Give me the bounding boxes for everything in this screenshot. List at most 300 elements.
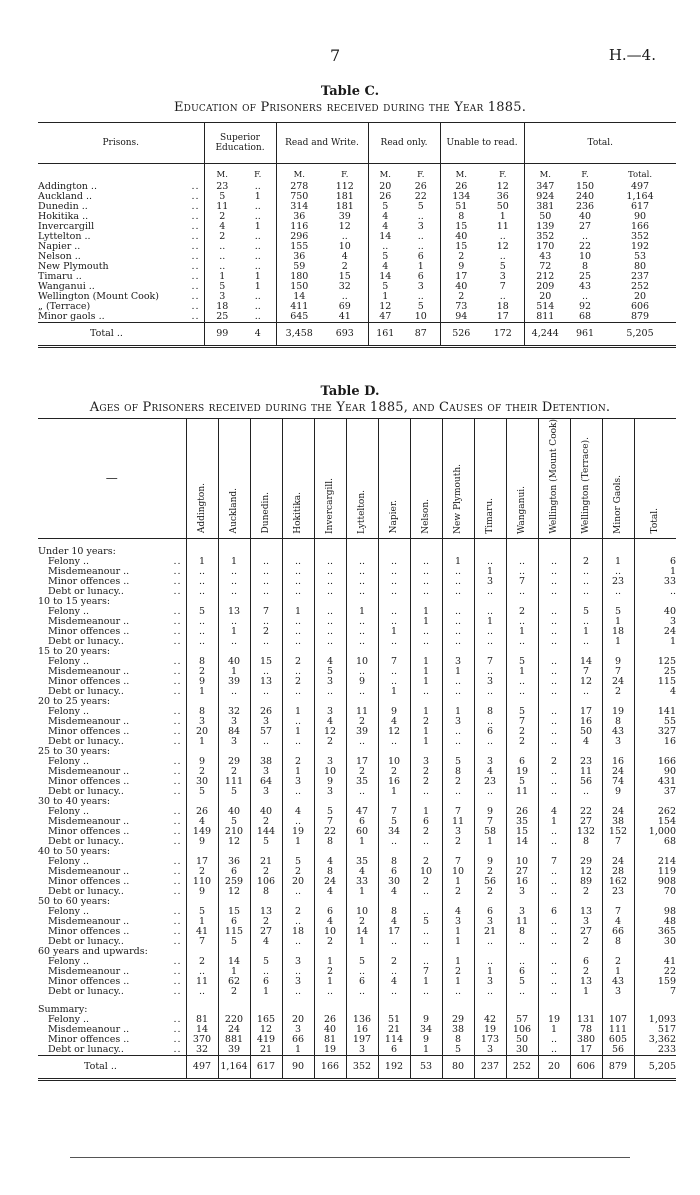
cell: .. <box>410 987 442 997</box>
cell: 16 <box>506 877 538 887</box>
cell: 30 <box>663 935 676 947</box>
cell: 33 <box>346 877 378 887</box>
cell: 3 <box>602 987 634 997</box>
cell: 2 <box>186 957 218 967</box>
cell: 50 <box>539 211 552 222</box>
table-row <box>38 957 676 967</box>
cell: 9 <box>186 757 218 767</box>
cell: 13 <box>250 677 282 687</box>
cell: 6 <box>474 907 506 917</box>
leader-dots: .. <box>191 291 200 302</box>
cell: .. <box>538 987 570 997</box>
total-cell: 961 <box>566 323 604 347</box>
table-row <box>38 627 676 637</box>
cell: 92 <box>578 301 592 312</box>
cell: 150 <box>290 281 309 292</box>
leader-dots: .. <box>173 715 182 727</box>
cell: 3 <box>669 615 676 627</box>
cell: 10 <box>346 657 378 667</box>
cell: .. <box>538 927 570 937</box>
cell: 5 <box>382 251 389 262</box>
cell: 134 <box>452 191 471 202</box>
offence-label: Misdemeanour .. <box>48 615 130 627</box>
cell: 1 <box>186 917 218 927</box>
table-row <box>38 777 676 787</box>
offence-label: Minor offences .. <box>48 1033 130 1045</box>
leader-dots: .. <box>173 925 182 937</box>
cell: 70 <box>663 885 676 897</box>
cell: .. <box>538 827 570 837</box>
cell: .. <box>186 987 218 997</box>
cell: 170 <box>536 241 555 252</box>
cell: .. <box>240 202 276 212</box>
offence-label: Minor offences .. <box>48 975 130 987</box>
prison-name: Napier .. <box>38 241 81 252</box>
total-cell: 879 <box>602 1055 634 1079</box>
cell: 1 <box>538 1025 570 1035</box>
cell: 35 <box>346 777 378 787</box>
cell: 4 <box>378 717 410 727</box>
cell: 4 <box>382 211 389 222</box>
cell: 4 <box>669 685 676 697</box>
cell: 107 <box>602 1015 634 1025</box>
table-d-subtitle: Ages of Prisoners received during the Year 1885, and Causes of their Detention. <box>89 400 611 415</box>
cell: 5 <box>282 857 314 867</box>
cell: 2 <box>506 737 538 747</box>
offence-label: Debt or lunacy.. <box>48 585 124 597</box>
leader-dots: .. <box>191 231 200 242</box>
cell: 173 <box>474 1035 506 1045</box>
cell: .. <box>538 957 570 967</box>
leader-dots: .. <box>173 785 182 797</box>
cell: 1 <box>410 807 442 817</box>
cell: 5 <box>442 1045 474 1056</box>
cell: .. <box>570 617 602 627</box>
table-row <box>38 657 676 667</box>
cell: 6 <box>346 817 378 827</box>
cell: 1 <box>346 937 378 947</box>
cell: 1 <box>410 737 442 747</box>
cell: 1 <box>602 557 634 567</box>
cell: 106 <box>506 1025 538 1035</box>
cell: 50 <box>506 1035 538 1045</box>
table-row <box>38 1045 676 1056</box>
cell: .. <box>186 617 218 627</box>
cell: 90 <box>633 211 647 222</box>
cell: 7 <box>186 937 218 947</box>
cell: .. <box>322 292 368 302</box>
cell: 40 <box>218 807 250 817</box>
cell: 16 <box>663 735 676 747</box>
cell: 3 <box>218 717 250 727</box>
cell: 166 <box>657 755 676 767</box>
cell: 3 <box>219 291 226 302</box>
cell: 1 <box>602 617 634 627</box>
cell: 1 <box>282 837 314 847</box>
cell: 197 <box>346 1035 378 1045</box>
cell: 1 <box>282 707 314 717</box>
cell: .. <box>442 677 474 687</box>
cell: .. <box>250 967 282 977</box>
cell: .. <box>314 617 346 627</box>
cell: 25 <box>578 271 592 282</box>
cell: 4 <box>538 807 570 817</box>
cell: 27 <box>570 927 602 937</box>
cell: 14 <box>570 657 602 667</box>
cell: .. <box>538 877 570 887</box>
cell: 240 <box>575 191 595 202</box>
cell: 1 <box>240 222 276 232</box>
column-header: Lyttelton. <box>356 489 367 534</box>
cell: 9 <box>346 677 378 687</box>
cell: 2 <box>570 937 602 947</box>
cell: .. <box>442 607 474 617</box>
cell: 2 <box>378 957 410 967</box>
cell: 2 <box>570 887 602 897</box>
cell: 50 <box>482 202 524 212</box>
cell: .. <box>240 212 276 222</box>
cell: 1 <box>186 687 218 697</box>
leader-dots: .. <box>191 281 200 292</box>
cell: 2 <box>250 917 282 927</box>
prison-name: Addington .. <box>38 181 97 192</box>
cell: 1 <box>378 787 410 797</box>
cell: 517 <box>657 1023 676 1035</box>
cell: 908 <box>657 875 676 887</box>
cell: 4 <box>382 221 389 232</box>
cell: .. <box>474 957 506 967</box>
cell: 3 <box>402 222 440 232</box>
cell: .. <box>240 232 276 242</box>
offence-label: Felony .. <box>48 855 89 867</box>
cell: .. <box>602 587 634 597</box>
cell: 1 <box>218 627 250 637</box>
cell: 3 <box>402 282 440 292</box>
cell: 3 <box>314 757 346 767</box>
offence-label: Minor offences .. <box>48 575 130 587</box>
total-cell: 90 <box>282 1055 314 1079</box>
cell: .. <box>442 637 474 647</box>
cell: 3 <box>474 1045 506 1056</box>
cell: 36 <box>293 211 306 222</box>
cell: 5 <box>186 607 218 617</box>
leader-dots: .. <box>173 1033 182 1045</box>
cell: 19 <box>506 767 538 777</box>
cell: 924 <box>536 191 555 202</box>
cell: 8 <box>186 707 218 717</box>
cell: 5 <box>218 937 250 947</box>
cell: 3 <box>250 767 282 777</box>
cell: 1 <box>240 282 276 292</box>
cell: 12 <box>570 867 602 877</box>
offence-label: Minor offences .. <box>48 875 130 887</box>
offence-label: Debt or lunacy.. <box>48 735 124 747</box>
cell: 10 <box>410 867 442 877</box>
cell: .. <box>378 677 410 687</box>
table-row <box>38 687 676 697</box>
cell: 1 <box>402 262 440 272</box>
cell: .. <box>314 557 346 567</box>
cell: 4 <box>282 807 314 817</box>
cell: 48 <box>663 915 676 927</box>
cell: .. <box>506 557 538 567</box>
table-row <box>38 577 676 587</box>
total-cell: 4,244 <box>524 323 566 347</box>
cell: 23 <box>602 577 634 587</box>
cell: .. <box>410 957 442 967</box>
total-cell: 617 <box>250 1055 282 1079</box>
cell: 1 <box>218 557 250 567</box>
cell: 2 <box>314 737 346 747</box>
cell: 278 <box>290 181 309 192</box>
cell: 12 <box>570 677 602 687</box>
cell: 15 <box>250 657 282 667</box>
table-row <box>38 907 676 917</box>
leader-dots: .. <box>173 625 182 637</box>
cell: 1 <box>538 817 570 827</box>
cell: 365 <box>657 925 676 937</box>
cell: 1 <box>442 937 474 947</box>
mf-label: M. <box>379 170 391 180</box>
cell: 98 <box>663 905 676 917</box>
offence-label: Felony .. <box>48 905 89 917</box>
cell: 1 <box>410 677 442 687</box>
leader-dots: .. <box>173 755 182 767</box>
cell: 1 <box>442 927 474 937</box>
offence-label: Misdemeanour .. <box>48 1023 130 1035</box>
mf-label: F. <box>482 164 524 183</box>
cell: 3 <box>442 717 474 727</box>
cell: .. <box>378 987 410 997</box>
column-header: New Plymouth. <box>452 463 463 534</box>
cell: 6 <box>538 907 570 917</box>
cell: 58 <box>474 827 506 837</box>
table-c-subtitle: Education of Prisoners received during the Year 1885. <box>173 100 527 115</box>
cell: 1 <box>314 977 346 987</box>
cell: .. <box>570 687 602 697</box>
cell: 7 <box>602 837 634 847</box>
cell: 165 <box>250 1015 282 1025</box>
cell: 5 <box>570 607 602 617</box>
cell: 181 <box>322 192 368 202</box>
cell: .. <box>378 557 410 567</box>
table-row <box>38 252 676 262</box>
th-read-write: Read and Write. <box>276 123 368 164</box>
cell: 14 <box>506 837 538 847</box>
cell: .. <box>410 577 442 587</box>
cell: 37 <box>663 785 676 797</box>
leader-dots: .. <box>173 955 182 967</box>
table-row <box>38 927 676 937</box>
cell: .. <box>538 637 570 647</box>
prison-name: Nelson .. <box>38 251 81 262</box>
cell: .. <box>240 182 276 192</box>
total-cell: 3,458 <box>276 323 322 347</box>
cell: 1 <box>602 967 634 977</box>
cell: 2 <box>219 211 226 222</box>
cell: 24 <box>314 877 346 887</box>
cell: .. <box>250 577 282 587</box>
cell: 3 <box>506 887 538 897</box>
cell: 30 <box>186 777 218 787</box>
cell: 2 <box>506 727 538 737</box>
cell: 7 <box>378 807 410 817</box>
cell: 3 <box>250 717 282 727</box>
cell: .. <box>240 312 276 323</box>
cell: 5 <box>506 777 538 787</box>
cell: 12 <box>218 887 250 897</box>
cell: 41 <box>663 955 676 967</box>
cell: 155 <box>290 241 309 252</box>
cell: 2 <box>250 867 282 877</box>
cell: 25 <box>663 665 676 677</box>
cell: .. <box>346 987 378 997</box>
cell: .. <box>474 627 506 637</box>
cell: 1 <box>442 557 474 567</box>
cell: 6 <box>410 817 442 827</box>
cell: .. <box>378 587 410 597</box>
cell: 3 <box>570 917 602 927</box>
cell: .. <box>570 637 602 647</box>
table-row <box>38 727 676 737</box>
table-row <box>38 222 676 232</box>
mf-label: F. <box>240 164 276 183</box>
cell: .. <box>410 687 442 697</box>
cell: 4 <box>474 767 506 777</box>
cell: 879 <box>630 311 650 322</box>
cell: 5 <box>218 817 250 827</box>
leader-dots: .. <box>173 585 182 597</box>
cell: 1 <box>282 767 314 777</box>
leader-dots: .. <box>191 201 200 212</box>
leader-dots: .. <box>173 675 182 687</box>
cell: .. <box>506 677 538 687</box>
cell: 57 <box>250 727 282 737</box>
column-header: Minor Gaols. <box>612 474 623 534</box>
cell: .. <box>570 577 602 587</box>
offence-label: Felony .. <box>48 705 89 717</box>
leader-dots: .. <box>173 985 182 997</box>
cell: 94 <box>455 311 468 322</box>
total-cell: 693 <box>322 323 368 347</box>
cell: .. <box>218 637 250 647</box>
cell: 5 <box>410 917 442 927</box>
mf-label: F. <box>402 164 440 183</box>
cell: 2 <box>458 291 465 302</box>
column-header: Addington. <box>196 483 207 534</box>
cell: 21 <box>474 927 506 937</box>
cell: .. <box>442 617 474 627</box>
offence-label: Minor offences .. <box>48 625 130 637</box>
cell: .. <box>218 567 250 577</box>
cell: 60 <box>346 827 378 837</box>
offence-label: Debt or lunacy.. <box>48 835 124 847</box>
cell: .. <box>282 577 314 587</box>
cell: 20 <box>539 291 552 302</box>
cell: 89 <box>570 877 602 887</box>
cell: .. <box>442 987 474 997</box>
cell: .. <box>402 292 440 302</box>
cell: 2 <box>282 907 314 917</box>
cell: 13 <box>218 607 250 617</box>
cell: 23 <box>216 181 229 192</box>
cell: 47 <box>379 311 392 322</box>
cell: .. <box>538 737 570 747</box>
cell: 237 <box>630 271 650 282</box>
total-cell: 606 <box>570 1055 602 1079</box>
cell: 1 <box>282 607 314 617</box>
leader-dots: .. <box>191 221 200 232</box>
cell: .. <box>410 837 442 847</box>
cell: 2 <box>602 957 634 967</box>
cell: .. <box>474 587 506 597</box>
cell: 8 <box>602 717 634 727</box>
th-label: — <box>38 419 186 539</box>
cell: 1 <box>410 657 442 667</box>
group-title: 40 to 50 years: <box>38 847 186 857</box>
cell: 24 <box>218 1025 250 1035</box>
cell: 12 <box>482 182 524 192</box>
cell: 16 <box>602 757 634 767</box>
cell: 116 <box>290 221 309 232</box>
cell: 1 <box>346 837 378 847</box>
cell: 2 <box>250 627 282 637</box>
cell: 35 <box>506 817 538 827</box>
cell: 811 <box>536 311 555 322</box>
cell: 5 <box>219 281 226 292</box>
cell: 18 <box>482 302 524 312</box>
cell: 154 <box>657 815 676 827</box>
cell: 209 <box>536 281 555 292</box>
cell: 3 <box>282 957 314 967</box>
cell: 236 <box>575 201 595 212</box>
cell: 3 <box>282 777 314 787</box>
leader-dots: .. <box>173 825 182 837</box>
cell: 605 <box>602 1035 634 1045</box>
cell: 214 <box>657 855 676 867</box>
cell: 2 <box>410 857 442 867</box>
cell: 5 <box>482 262 524 272</box>
total-cell: 526 <box>440 323 482 347</box>
cell: 42 <box>474 1015 506 1025</box>
leader-dots: .. <box>191 261 200 272</box>
cell: 14 <box>293 291 306 302</box>
cell: 17 <box>570 707 602 717</box>
cell: 1 <box>282 1045 314 1056</box>
cell: .. <box>442 687 474 697</box>
cell: 2 <box>322 262 368 272</box>
leader-dots: .. <box>173 975 182 987</box>
cell: 352 <box>536 231 555 242</box>
leader-dots: .. <box>173 1043 182 1055</box>
cell: 36 <box>482 192 524 202</box>
leader-dots: .. <box>173 935 182 947</box>
cell: 33 <box>663 575 676 587</box>
cell: 2 <box>442 837 474 847</box>
cell: 27 <box>578 221 592 232</box>
cell: 51 <box>378 1015 410 1025</box>
cell: 34 <box>378 827 410 837</box>
cell: 8 <box>458 211 465 222</box>
total-cell: 172 <box>482 323 524 347</box>
total-cell: 497 <box>186 1055 218 1079</box>
cell: .. <box>250 567 282 577</box>
total-row <box>38 323 676 347</box>
cell: 1 <box>669 635 676 647</box>
prison-name: Wellington (Mount Cook) <box>38 291 159 302</box>
cell: 1 <box>442 667 474 677</box>
leader-dots: .. <box>173 915 182 927</box>
